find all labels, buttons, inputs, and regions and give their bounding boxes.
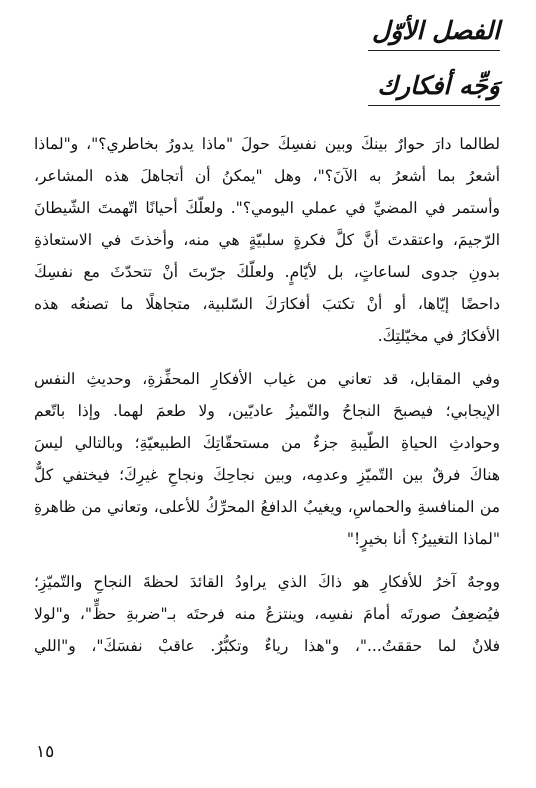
body-text [34, 128, 500, 673]
chapter-subtitle: وَجِّه أفكارك [368, 69, 500, 106]
text-line: الرّجيمَ، واعتقدتَ أنَّ كلَّ فكرةٍ سلبيّةٍ هي منه، وأخذتَ في الاستعاذةِ [34, 231, 500, 249]
paragraph-1 [34, 128, 500, 352]
text-line: وأستمر في المضيِّ في عملي اليومي؟". ولعلّكَ أحيانًا اتّهمتَ الشّيطانَ [34, 199, 500, 217]
text-line: أشعرُ بما أشعرُ به الآنَ؟"، وهل "يمكنُ أن أتجاهلَ هذه المشاعر، [34, 167, 500, 185]
page-number: ١٥ [36, 742, 55, 762]
chapter-heading [368, 14, 500, 106]
text-line: ووجهٌ آخرُ للأفكارِ هو ذاكَ الذي يراودُ القائدَ لحظةَ النجاحِ والتّميّزِ؛ [34, 573, 500, 591]
paragraph-3 [34, 566, 500, 662]
text-line: "لماذا التغييرُ؟ أنا بخيرٍ!" [346, 530, 500, 548]
text-line: لطالما دارَ حوارٌ بينكَ وبين نفسِكَ حولَ "ماذا يدورُ بخاطري؟"، و"لماذا [34, 135, 500, 153]
text-line: الإيجابي؛ فيصبحَ النجاحُ والتّميزُ عاديّين، ولا طعمَ لهما. وإذا باتّعم [34, 402, 500, 420]
chapter-title: الفصل الأوّل [368, 14, 500, 51]
text-line: بدونِ جدوى لساعاتٍ، بل لأيّامٍ. ولعلّكَ جرّبتَ أنْ تتحدّثَ مع نفسِكَ [34, 263, 500, 281]
paragraph-2 [34, 363, 500, 555]
text-line: وفي المقابل، قد تعاني من غياب الأفكارِ المحفِّزةِ، وحديثِ النفس [34, 370, 500, 388]
text-line: فيُضعِفُ صورتَه أمامَ نفسِه، وينتزعُ منه فرحتَه بـ"ضربةِ حظٍّ"، و"لولا [34, 605, 500, 623]
text-line: هناكَ فرقٌ بين التّميّزِ وعدمِه، وبين نجاحِكَ ونجاحِ غيرِكَ؛ فيختفي كلٌّ [34, 466, 500, 484]
text-line: من المنافسةِ والحماسِ، ويغيبُ الدافعُ المحرِّكُ للأعلى، وتعاني من ظاهرةِ [34, 498, 500, 516]
text-line: وحوادثِ الحياةِ الطّيبةِ جزءٌ من مستحقّاتِكَ الطبيعيّةِ؛ وبالتالي ليسَ [34, 434, 500, 452]
text-line: الأفكارُ في مخيّلتِكَ. [377, 327, 500, 345]
text-line: داحضًا إيّاها، أو أنْ تكتبَ أفكارَكَ السّلبية، متجاهلًا ما تصنعُه هذه [34, 295, 500, 313]
text-line: فلانٌ لما حققتُ..."، و"هذا رياءٌ وتكبُّرٌ. عاقبْ نفسَكَ"، و"اللي [34, 637, 500, 655]
